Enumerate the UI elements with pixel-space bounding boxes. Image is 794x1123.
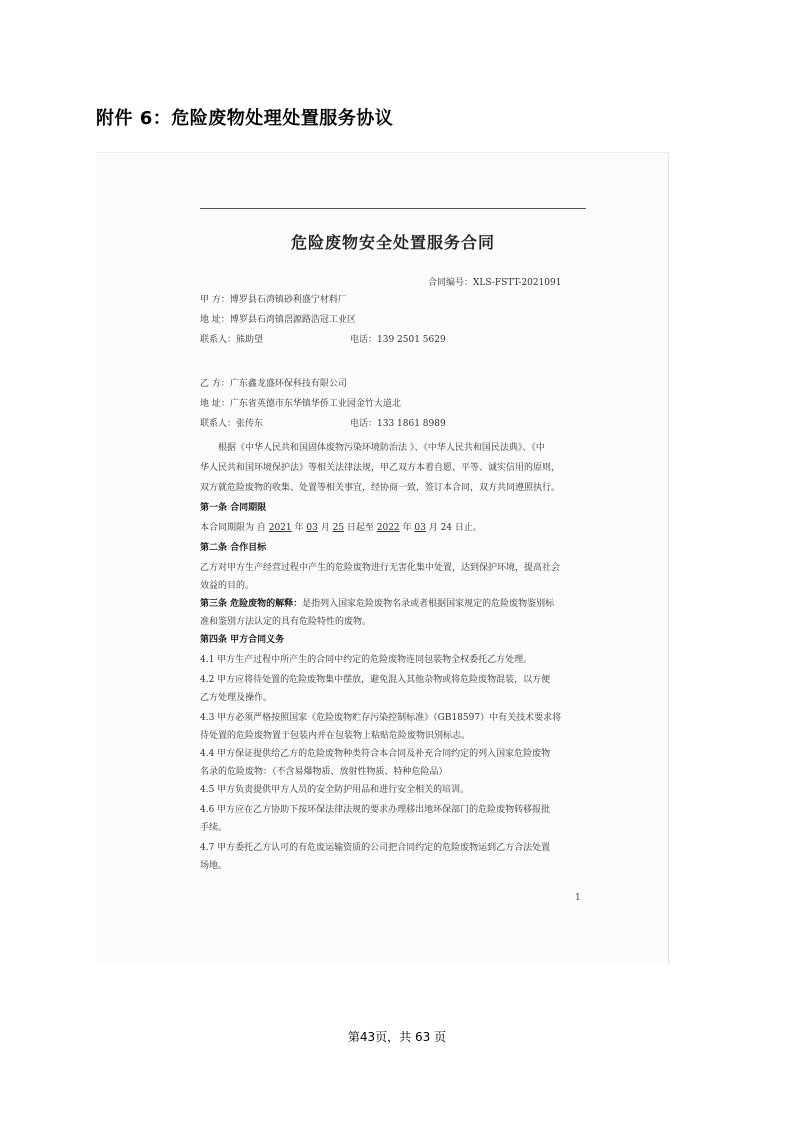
- term-text: 月: [317, 523, 333, 533]
- party-b-contact: 联系人：张传东: [200, 419, 264, 429]
- article-4-line: 名录的危险废物：（不含易爆物质、放射性物质、特种危险品）: [200, 767, 448, 777]
- contract-number: 合同编号：XLS-FSTT-2021091: [428, 278, 562, 288]
- article-4-line: 待处置的危险废物置于包装内并在包装物上粘贴危险废物识别标志。: [200, 731, 471, 741]
- end-month: 03: [414, 523, 426, 533]
- article-4-line: 4.6 甲方应在乙方协助下按环保法律法规的要求办理移出地环保部门的危险废物转移报批: [200, 805, 551, 815]
- article-4-line: 4.1 甲方生产过程中所产生的合同中约定的危险废物连同包装物全权委托乙方处理。: [200, 655, 533, 665]
- article-4-line: 4.3 甲方必须严格按照国家《危险废物贮存污染控制标准》（GB18597）中有关技术要求将: [200, 713, 562, 723]
- article-2-line: 效益的目的。: [200, 581, 255, 591]
- article-4-line: 4.7 甲方委托乙方认可的有危废运输资质的公司把合同约定的危险废物运到乙方合法处置: [200, 843, 551, 853]
- start-year: 2021: [268, 523, 292, 533]
- contract-title: 危险废物安全处置服务合同: [290, 233, 495, 252]
- start-day: 25: [332, 523, 345, 533]
- term-text: 月 24 日止。: [425, 523, 482, 533]
- intro-line: 双方就危险废物的收集、处置等相关事宜，经协商一致，签订本合同，双方共同遵照执行。: [200, 483, 561, 493]
- page-heading: 附件 6：危险废物处理处置服务协议: [96, 108, 394, 129]
- article-3-title: 第三条 危险废物的解释：: [200, 599, 303, 609]
- article-2-line: 乙方对甲方生产经营过程中产生的危险废物进行无害化集中处置，达到保护环境，提高社会: [200, 563, 561, 573]
- article-3-line: 准和鉴别方法认定的具有危险特性的废物。: [200, 617, 372, 627]
- page-footer: 第43页，共 63 页: [347, 1030, 447, 1044]
- article-3-text: 是指列入国家危险废物名录或者根据国家规定的危险废物鉴别标: [302, 599, 555, 609]
- party-b-phone: 电话：133 1861 8989: [350, 419, 446, 429]
- party-a-phone: 电话：139 2501 5629: [350, 335, 446, 345]
- article-4-line: 手续。: [200, 823, 228, 833]
- scan-edge-top: [96, 152, 670, 153]
- article-4-title: 第四条 甲方合同义务: [200, 635, 285, 645]
- article-4-line: 4.4 甲方保证提供给乙方的危险废物种类符合本合同及补充合同约定的列入国家危险废物: [200, 749, 551, 759]
- start-month: 03: [306, 523, 318, 533]
- party-a-contact: 联系人：熊助望: [200, 335, 264, 345]
- scan-page-number: 1: [575, 893, 581, 903]
- article-4-line: 4.2 甲方应将待处置的危险废物集中摆放，避免混入其他杂物或将危险废物混装，以方便: [200, 675, 551, 685]
- term-text: 日起至: [344, 523, 377, 533]
- end-year: 2022: [376, 523, 400, 533]
- term-text: 年: [399, 523, 415, 533]
- intro-line: 华人民共和国环境保护法》等相关法律法规，甲乙双方本着自愿、平等、诚实信用的原则，: [200, 463, 561, 473]
- article-4-line: 4.5 甲方负责提供甲方人员的安全防护用品和进行安全相关的培训。: [200, 785, 470, 795]
- party-a-address: 地 址：博罗县石湾镇滘源路浩冠工业区: [200, 315, 356, 325]
- party-b-name: 乙 方：广东鑫龙盛环保科技有限公司: [200, 379, 347, 389]
- article-4-line: 场地。: [200, 861, 228, 871]
- article-4-line: 乙方处理及操作。: [200, 693, 273, 703]
- article-3-line: [200, 598, 554, 610]
- scan-edge-right: [668, 152, 669, 964]
- term-text: 本合同期限为 自: [200, 523, 269, 533]
- article-1-term: [200, 522, 482, 534]
- article-1-title: 第一条 合同期限: [200, 503, 267, 513]
- party-b-address: 地 址：广东省英德市东华镇华侨工业园金竹大道北: [200, 399, 401, 409]
- term-text: 年: [291, 523, 307, 533]
- party-a-name: 甲 方：博罗县石湾镇砂利盛宁材料厂: [200, 295, 347, 305]
- header-rule: [200, 208, 586, 209]
- article-2-title: 第二条 合作目标: [200, 543, 267, 553]
- intro-line: 根据《中华人民共和国固体废物污染环境防治法 》、《中华人民共和国民法典》、《中: [218, 443, 545, 453]
